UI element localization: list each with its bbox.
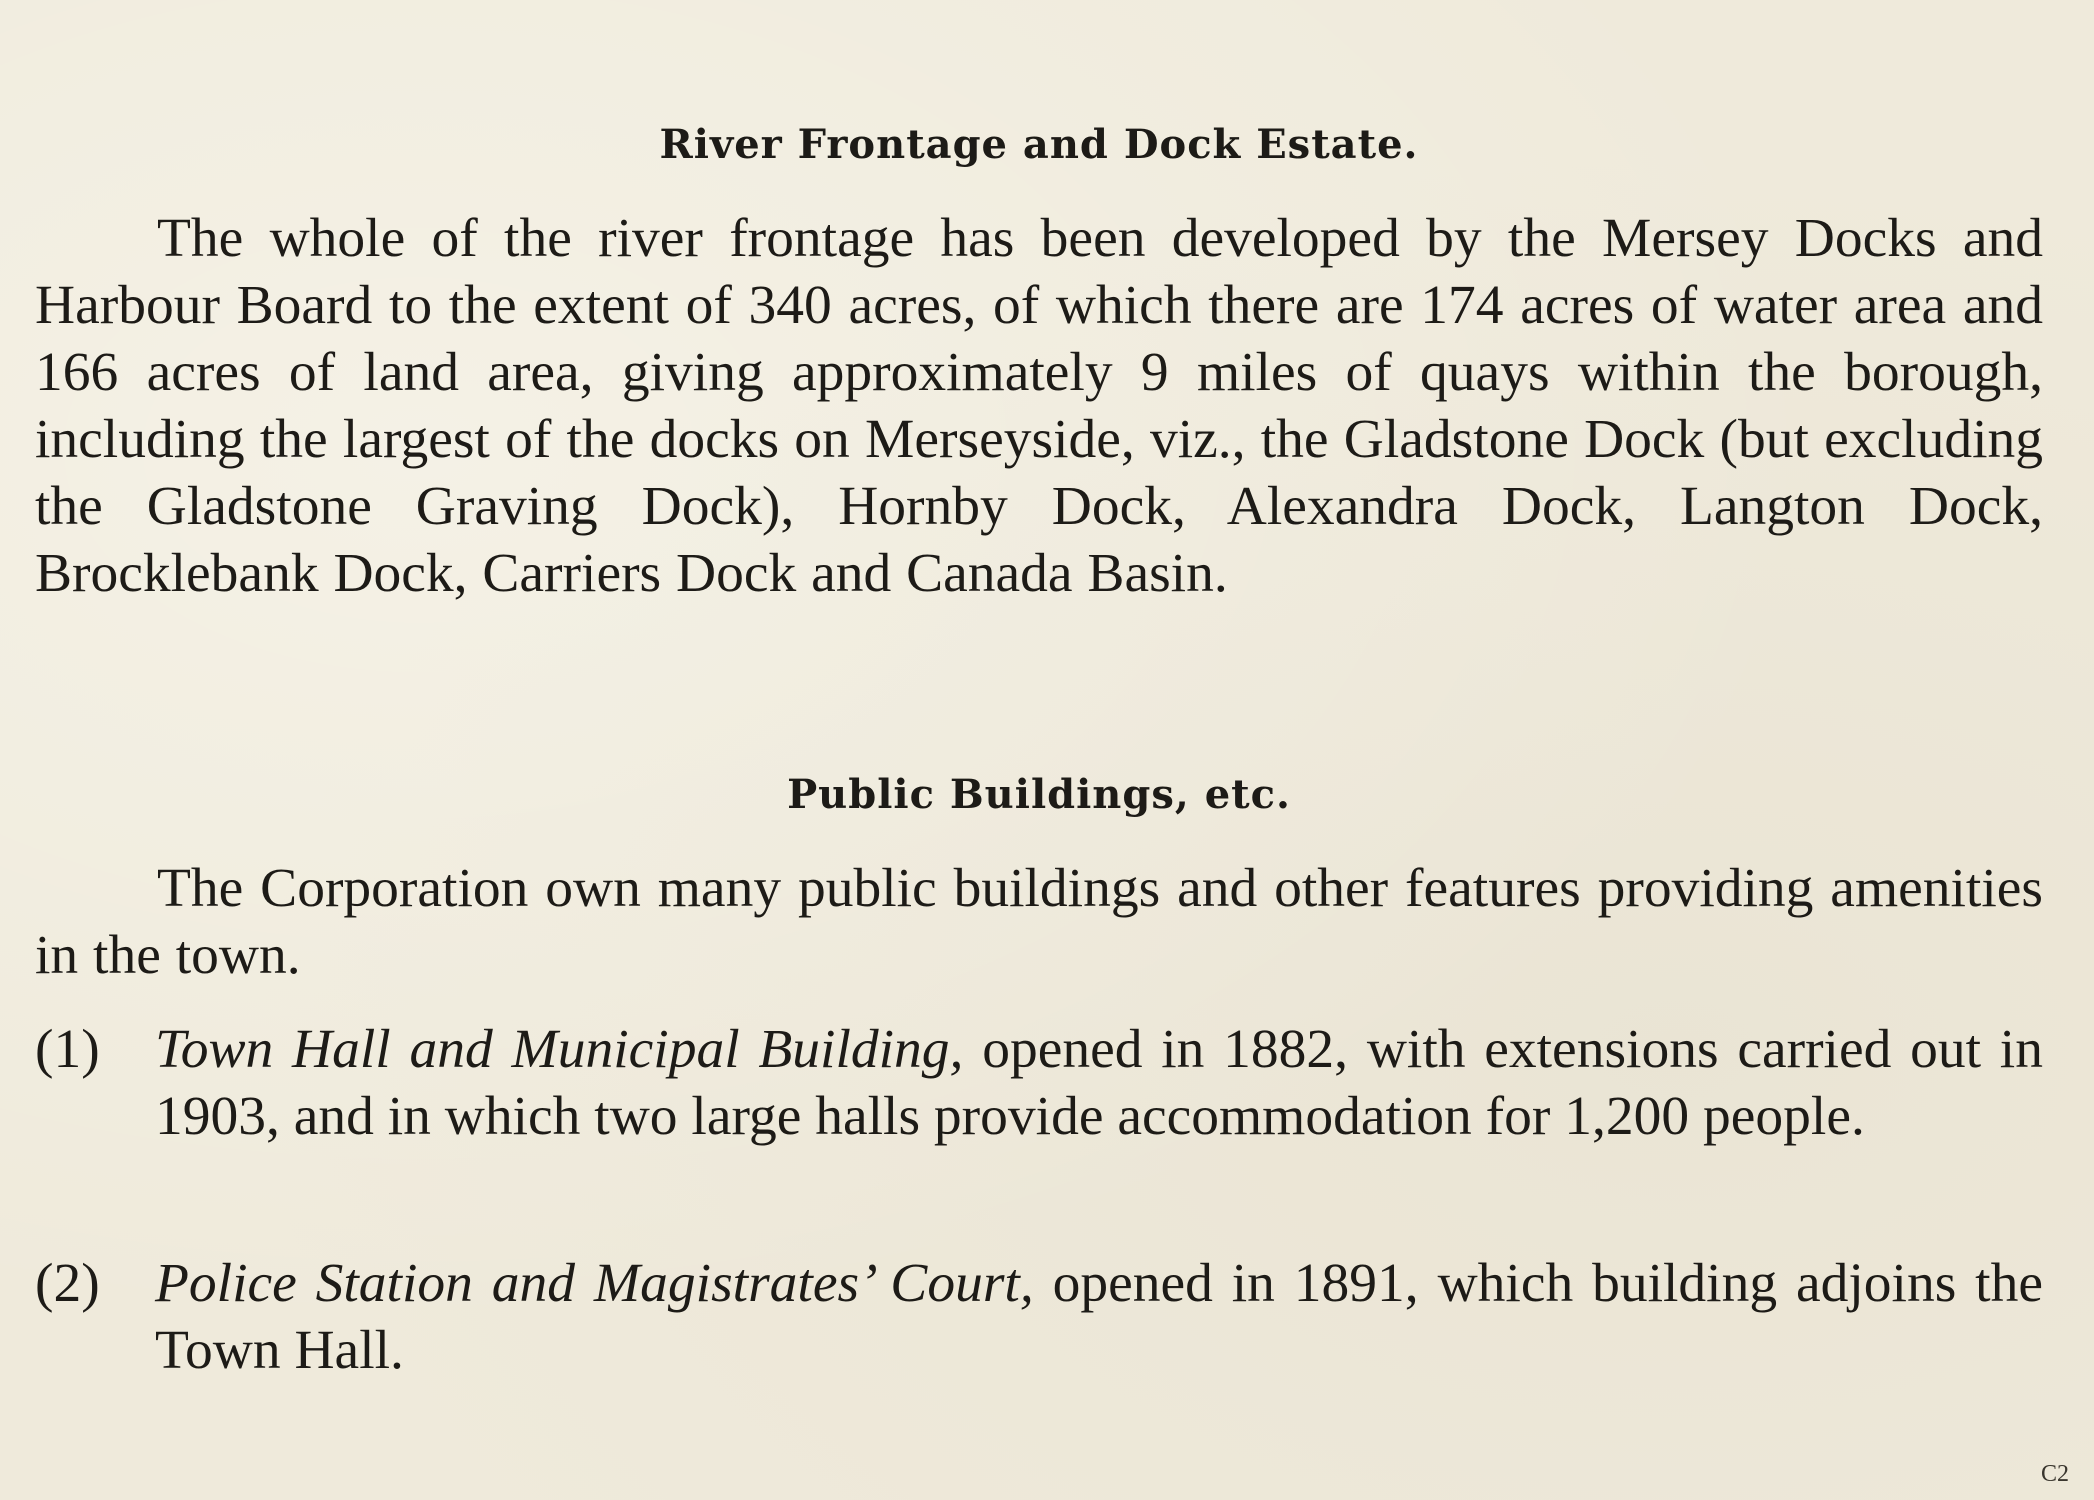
list-item-title: Town Hall and Municipal Building,: [155, 1019, 964, 1080]
section-heading-public-buildings: Public Buildings, etc.: [787, 771, 1291, 818]
public-buildings-text: The Corporation own many public buildings and other features providing amenities in the town.: [35, 858, 2043, 986]
section-heading-river-frontage: River Frontage and Dock Estate.: [659, 121, 1419, 168]
list-item-text: opened in 1882, with extensions carried out in 1903, and in which two large halls provide accommodation for 1,200 people.: [155, 1019, 2043, 1147]
list-item-number: (1): [35, 1019, 100, 1080]
public-buildings-paragraph: [35, 855, 2043, 989]
document-page: [35, 0, 2043, 1500]
list-item-body: [155, 1016, 2043, 1150]
list-item-number: (2): [35, 1253, 100, 1314]
list-item-title: Police Station and Magistrates’ Court,: [155, 1253, 1034, 1314]
list-item-body: [155, 1250, 2043, 1384]
river-frontage-paragraph: [35, 205, 2043, 607]
page-folio: C2: [2040, 1461, 2069, 1487]
list-item-text: opened in 1891, which building adjoins the Town Hall.: [155, 1253, 2043, 1381]
river-frontage-text: The whole of the river frontage has been developed by the Mersey Docks and Harbour Board to the extent of 340 acres, of which there are 174 acres of water area and 166 acres of land area, giving approximately 9 miles of quays within the borough, including the largest of the docks on Merseyside, viz., the Gladstone Dock (but excluding the Gladstone Graving Dock), Hornby Dock, Alexandra Dock, Langton Dock, Brocklebank Dock, Carriers Dock and Canada Basin.: [35, 208, 2043, 604]
